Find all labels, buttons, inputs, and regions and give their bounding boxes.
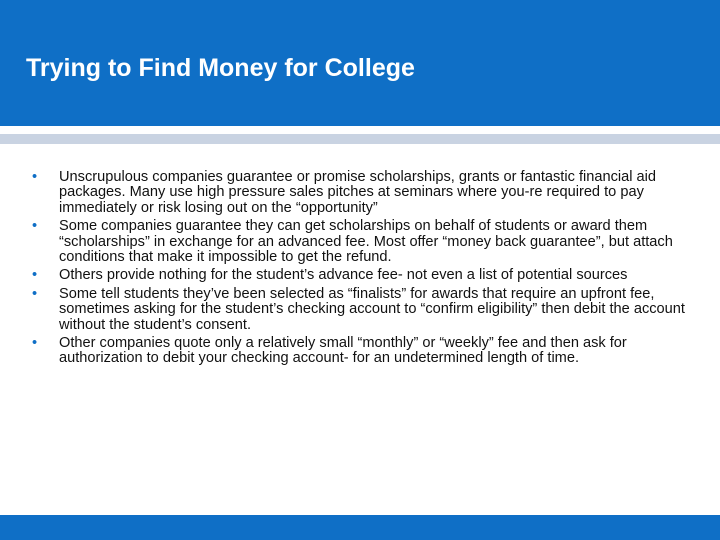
bullet-item xyxy=(32,219,708,265)
bullet-text: Unscrupulous companies guarantee or promise scholarships, grants or fantastic financial aid packages. Many use high pressure sales pitches at seminars where you-re required to pay immediately or risk losing out on the “opportunity” xyxy=(59,169,657,216)
slide-content xyxy=(32,170,708,370)
bullet-icon: • xyxy=(32,285,38,302)
bullet-text: Some companies guarantee they can get scholarships on behalf of students or award them “scholarships” in exchange for an advanced fee. Most offer “money back guarantee”, but attach conditions that make it impossible to get the refund. xyxy=(59,218,673,266)
bullet-icon: • xyxy=(32,335,38,352)
bullet-icon: • xyxy=(32,218,38,235)
bullet-text: Other companies quote only a relatively small “monthly” or “weekly” fee and then ask for authorization to debit your checking account- for an undetermined length of time. xyxy=(59,335,627,367)
bullet-icon: • xyxy=(32,267,38,284)
title-bar xyxy=(0,0,720,126)
slide-title: Trying to Find Money for College xyxy=(26,54,415,82)
bullet-item xyxy=(32,287,708,333)
bullet-text: Others provide nothing for the student’s advance fee- not even a list of potential sources xyxy=(59,267,628,284)
bullet-item xyxy=(32,268,708,283)
bullet-text: Some tell students they’ve been selected as “finalists” for awards that require an upfront fee, sometimes asking for the student’s checking account to “confirm eligibility” then debit the account without the student’s consent. xyxy=(59,285,685,333)
bullet-icon: • xyxy=(32,169,38,185)
footer-bar xyxy=(0,515,720,540)
bullet-item xyxy=(32,170,708,216)
title-divider xyxy=(0,134,720,144)
bullet-list xyxy=(32,170,708,367)
bullet-item xyxy=(32,336,708,367)
